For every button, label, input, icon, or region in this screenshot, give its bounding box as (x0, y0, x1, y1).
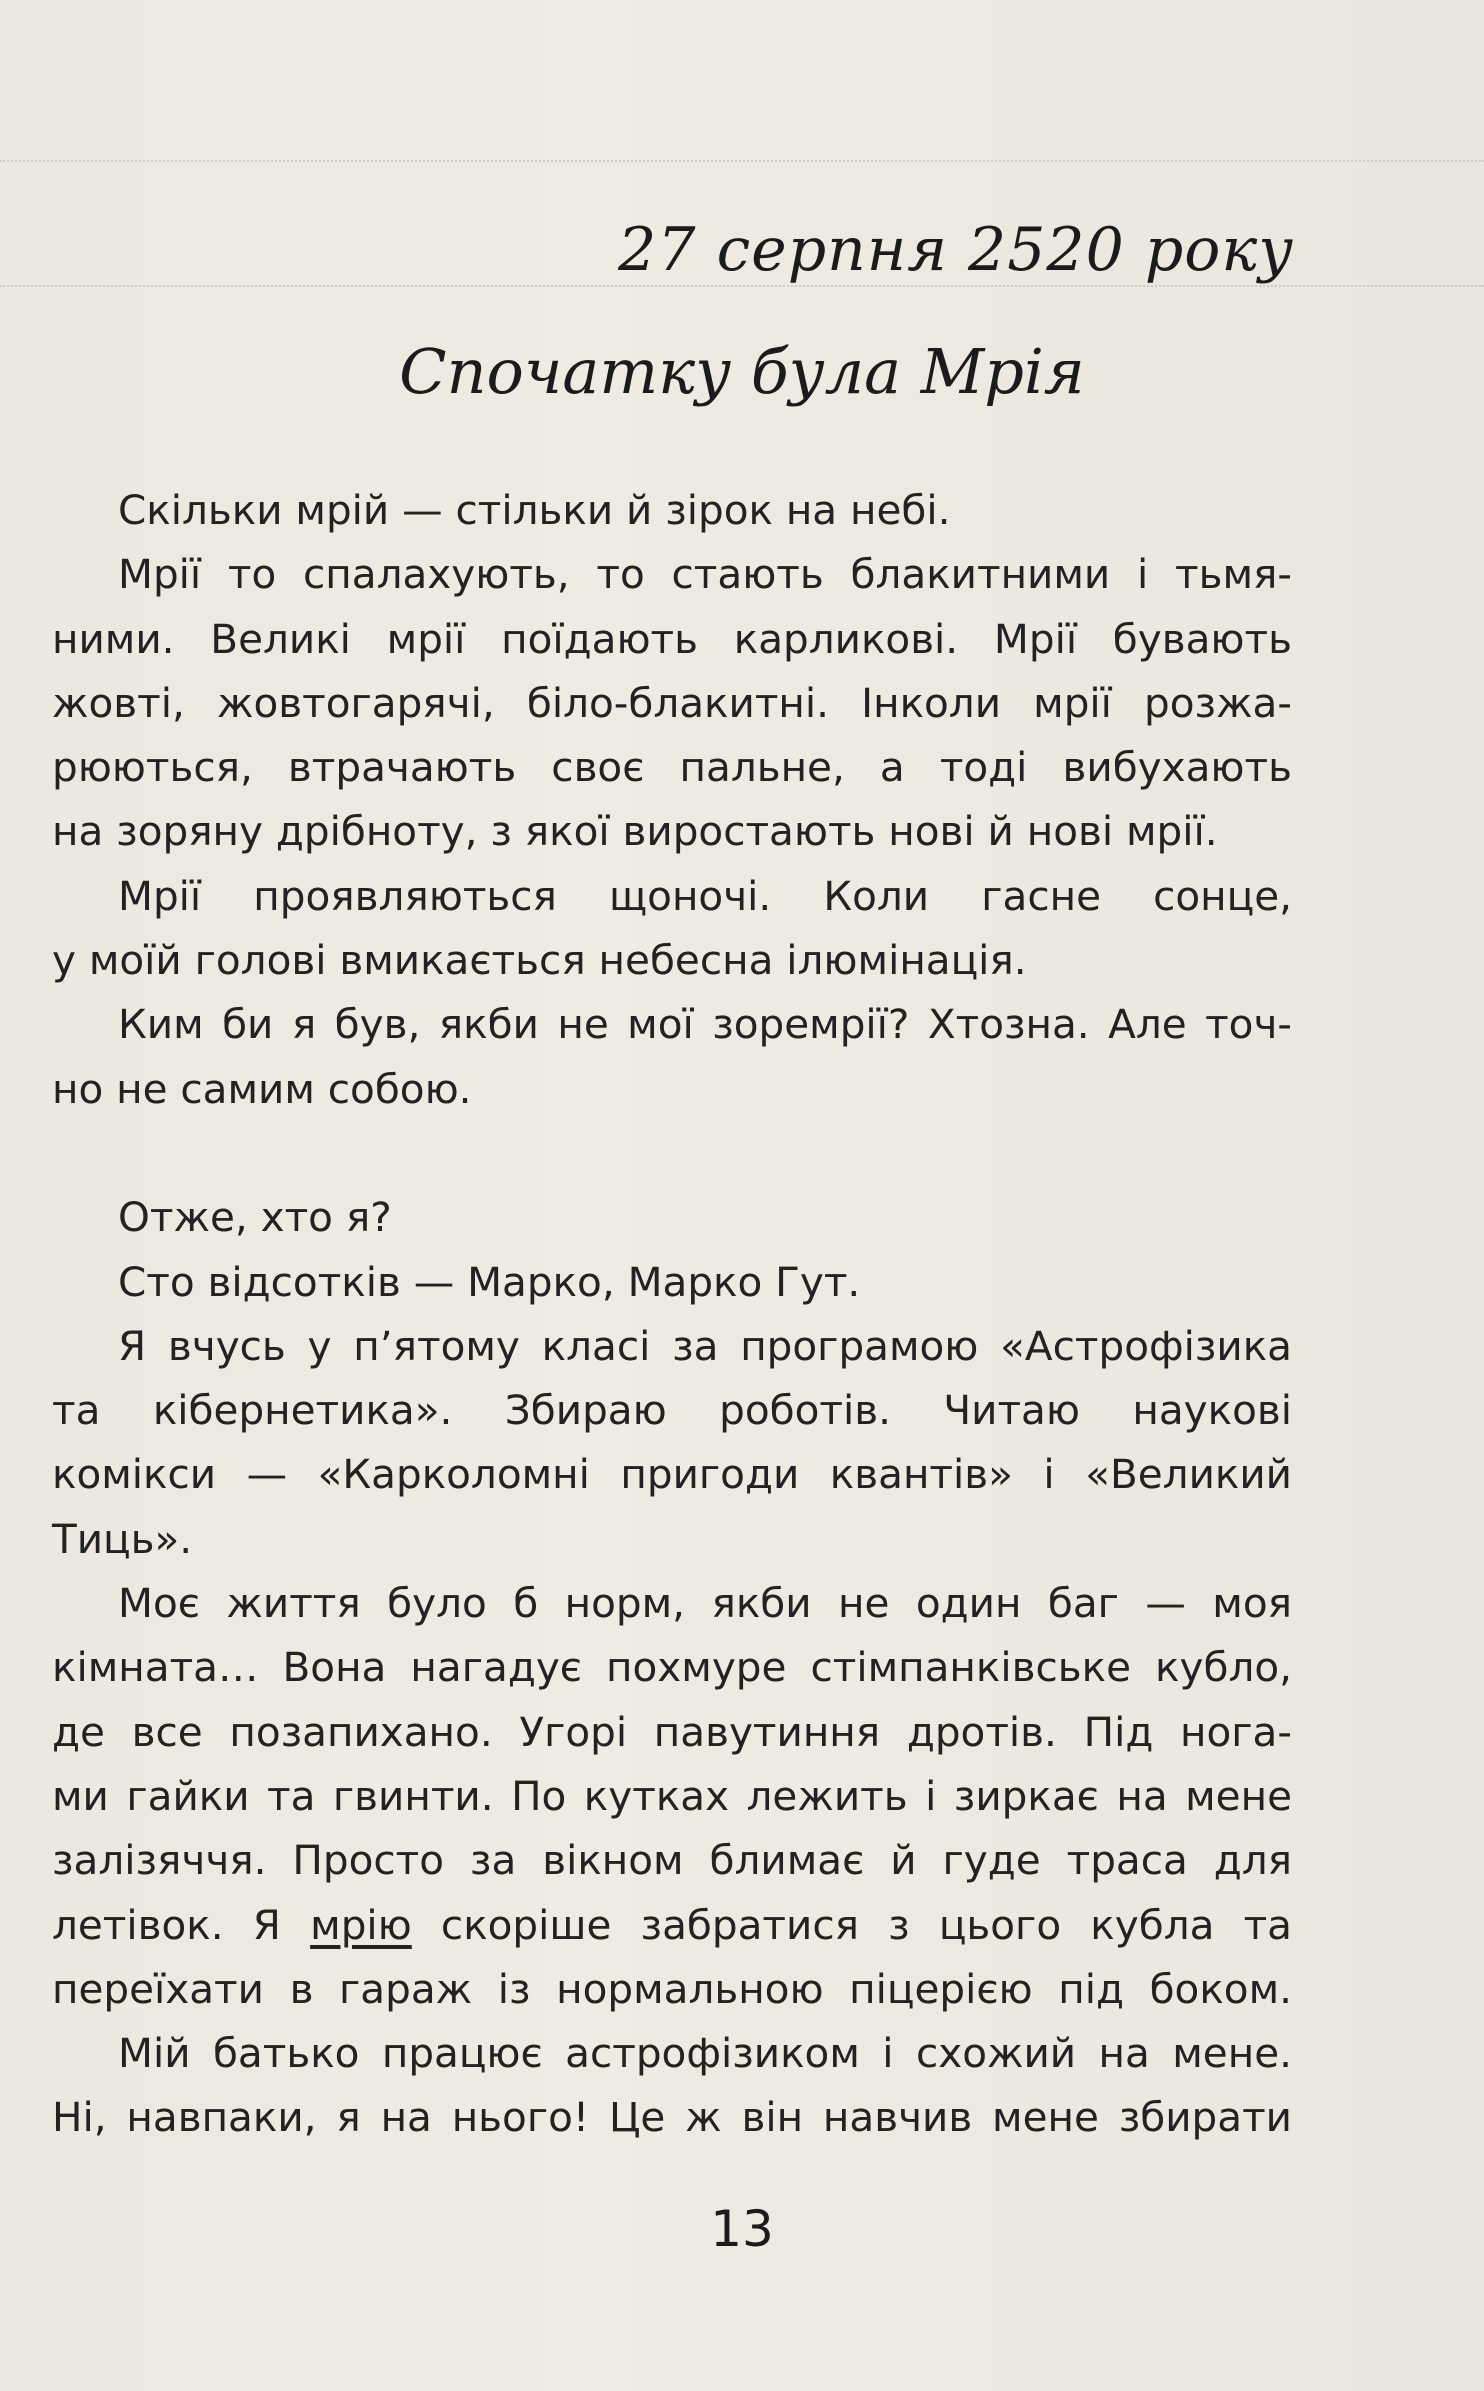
text-line: та кібернетика». Збираю роботів. Читаю наукові (52, 1386, 1292, 1435)
text-line: Сто відсотків — Марко, Марко Гут. (118, 1257, 861, 1306)
text-line: Моє життя було б норм, якби не один баг — моя (118, 1579, 1292, 1628)
text-line (52, 1893, 1292, 1957)
text-line: Мрії то спалахують, то стають блакитними і тьмя- (118, 550, 1292, 599)
text-line: ми гайки та гвинти. По кутках лежить і зиркає на мене (52, 1771, 1292, 1820)
underlined-word: мрію (310, 1900, 412, 1949)
text-line: Мрії проявляються щоночі. Коли гасне сонце, (118, 871, 1292, 920)
text-line: Я вчусь у п’ятому класі за програмою «Астрофізика (118, 1321, 1292, 1370)
text-line: переїхати в гараж із нормальною піцерією під боком. (52, 1964, 1292, 2013)
text-line: комікси — «Карколомні пригоди квантів» і «Великий (52, 1450, 1292, 1499)
chapter-title: Спочатку була Мрія (399, 335, 1085, 408)
text-line: ними. Великі мрії поїдають карликові. Мрії бувають (52, 614, 1292, 663)
text-line: рюються, втрачають своє пальне, а тоді вибухають (52, 743, 1292, 792)
text-line: Мій батько працює астрофізиком і схожий на мене. (118, 2029, 1292, 2078)
body-text (52, 478, 1292, 2150)
text-segment: скоріше забратися з цього кубла та (411, 1900, 1292, 1949)
text-line: жовті, жовтогарячі, біло-блакитні. Інколи мрії розжа- (52, 678, 1292, 727)
text-line: на зоряну дрібноту, з якої виростають нові й нові мрії. (52, 807, 1218, 856)
text-line: у моїй голові вмикається небесна ілюмінація. (52, 936, 1027, 985)
text-line: де все позапихано. Угорі павутиння дротів. Під нога- (52, 1707, 1292, 1756)
ruled-line (0, 285, 1484, 287)
text-line: Тиць». (52, 1514, 193, 1563)
entry-date: 27 серпня 2520 року (618, 215, 1294, 285)
text-segment: летівок. Я (52, 1900, 311, 1949)
page-number: 13 (710, 2200, 774, 2258)
text-line: Скільки мрій — стільки й зірок на небі. (118, 486, 951, 534)
text-line: залізяччя. Просто за вікном блимає й гуде траса для (52, 1836, 1292, 1885)
text-line: Отже, хто я? (118, 1193, 392, 1242)
text-line: но не самим собою. (52, 1064, 472, 1113)
ruled-line (0, 160, 1484, 162)
text-line: Ким би я був, якби не мої зоремрії? Хтозна. Але точ- (118, 1000, 1292, 1049)
text-line: Ні, навпаки, я на нього! Це ж він навчив мене збирати (52, 2093, 1292, 2142)
text-line: кімната… Вона нагадує похмуре стімпанківське кубло, (52, 1643, 1292, 1692)
